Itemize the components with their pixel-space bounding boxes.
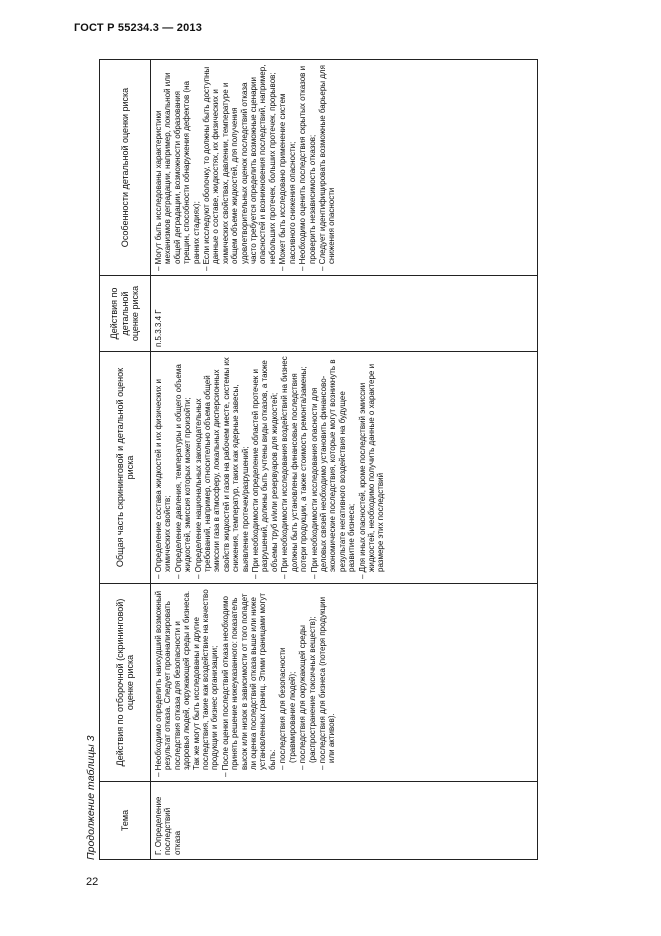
document-header: ГОСТ Р 55234.3 — 2013 <box>74 22 203 34</box>
list-item: – Для иных опасностей, кроме последствий эмиссии жидкостей, необходимо получить данные о характере и размере этих последствий <box>358 356 386 579</box>
screening-list <box>154 588 337 777</box>
rotated-table-region <box>85 60 525 860</box>
page-number: 22 <box>86 876 99 888</box>
header-detailed-features: Особенности детальной оценки риска <box>100 60 151 276</box>
cell-screening <box>151 584 538 782</box>
list-item: – После оценки последствий отказа необходимо принять решение нижеуказанного: показатель высок или низок в зависимости от того попадет ли оценка последствий отказа выше или ниже установленных границ. Этими границами могут быть: <box>221 588 277 777</box>
cell-topic: Г. Определение последствий отказа <box>151 782 538 860</box>
table-header-row <box>100 60 151 860</box>
header-detailed-actions: Действия по детальной оценке риска <box>100 276 151 352</box>
list-item: – При необходимости определение областей протечек и разрушений, должны быть учтены виды отказов, а также объемы труб и/или резервуаров для жидкостей; <box>251 356 279 579</box>
list-item: – Определение национальных законодательных требований, например, относительно объема общей эмиссии газа в атмосферу, локальных дисперсионных свойств жидкостей и газов на рабочем месте, системы их снижения, температур, таких как ядерные завесы, выявление протечек/разрушений; <box>194 356 250 579</box>
list-item: – Могут быть исследованы характеристики механизмов деградации, например, локальной или общей деградации, возможности образования трещин, способности обнаружения дефектов (на ранних стадиях); <box>154 64 201 271</box>
table-caption: Продолжение таблицы 3 <box>85 735 97 860</box>
list-item: – Определение состава жидкостей и их физических и химических свойств; <box>154 356 173 579</box>
list-item: – последствия для бизнеса (потеря продукции или активов). <box>318 588 337 777</box>
features-list <box>154 64 337 271</box>
list-item: – Определение давления, температуры и общего объема жидкостей, эмиссия которых может произойти; <box>174 356 193 579</box>
risk-table <box>99 59 538 860</box>
header-screening: Действия по отборочной (скрининговой) оценке риска <box>100 584 151 782</box>
cell-common <box>151 352 538 584</box>
common-list <box>154 356 386 579</box>
list-item: – При необходимости исследования опасности для деловых связей необходимо установить финансово-экономические последствия, которые могут возникнуть в результате негативного воздействия на будущее развитие бизнеса; <box>310 356 357 579</box>
list-item: – последствия для окружающей среды (распространение токсичных веществ); <box>298 588 317 777</box>
list-item: – последствия для безопасности (травмирование людей); <box>278 588 297 777</box>
list-item: – При необходимости исследования воздействий на бизнес должны быть установлены финансовые последствия потери продукции, а также стоимость ремонта/замены; <box>280 356 308 579</box>
header-topic: Тема <box>100 782 151 860</box>
list-item: – Необходимо оценить последствия скрытых отказов и проверить независимость отказов; <box>298 64 317 271</box>
cell-detailed-actions: п.5.3.3.4 Г <box>151 276 538 352</box>
header-common: Общая часть скрининговой и детальной оценок риска <box>100 352 151 584</box>
cell-detailed-features <box>151 60 538 276</box>
list-item: – Следует идентифицировать возможные барьеры для снижения опасности <box>318 64 337 271</box>
table-row <box>151 60 538 860</box>
list-item: – Может быть исследовано применение систем пассивного снижения опасности; <box>278 64 297 271</box>
list-item: – Необходимо определить наихудший возможный результат отказа. Следует проанализировать последствия отказа для безопасности и здоровья людей, окружающей среды и бизнеса. Так же могут быть исследованы и другие последствия, такие как воздействие на качество продукции и бизнес организации; <box>154 588 220 777</box>
list-item: – Если исследуют оболочку, то должны быть доступны данные о составе, жидкостях, их физических и химических свойствах, давлении, температуре и общем объеме жидкостей, для получения удовлетворительных оценок последствий отказа часто требуется определить возможные сценарии опасностей и возникновения последствий, например, небольших протечек, больших протечек, прорывов; <box>202 64 277 271</box>
